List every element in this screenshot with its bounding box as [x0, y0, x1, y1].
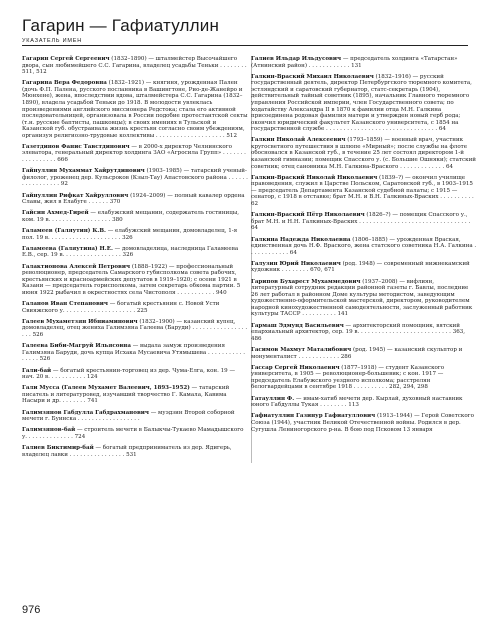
index-entry: [22, 445, 248, 458]
entry-text: — имам-хатиб мечети дер. Кырлай, духовный наставник юного Габдуллы Тукая . . . . . . . . 113: [251, 395, 463, 409]
index-entry: [251, 347, 477, 360]
entry-text: — в 2000-х директор Челнинского элеватора, генеральный директор холдинга ЗАО «Агросила Групп» . . . . . . . . . . . . . . . . . 666: [22, 143, 246, 164]
entry-text: — елабужский мещанин, домовладелец, 1-я пол. 19 в. . . . . . . . . . . . . . . . . . . . . 326: [22, 228, 238, 241]
page-number: 976: [22, 604, 41, 616]
entry-name: Галкина Надежда Николаевна: [251, 236, 351, 243]
entry-text: (1903–1985) — татарский ученый-филолог, уроженец дер. Кульсроков (Кзыл-Тау) Апастовского района . . . . . . . . . . . . . . . . . 92: [22, 168, 248, 188]
entry-name: Галимзянов Габдулла Габдрахманович: [22, 409, 149, 416]
entry-text: — строитель мечети в Балыкчы-Тукаево Мамадышского у. . . . . . . . . . . . . . 724: [22, 427, 244, 441]
entry-name: Гали Мусса (Галеев Мухамет Валеевич, 1893–1952): [22, 385, 190, 392]
index-entry: [22, 264, 248, 297]
index-entry: [251, 365, 477, 391]
entry-text: (1793–1859) — военный врач, участник кругосветного путешествия в шлюпе «Мирный»; после службы на флоте обосновался в Казанской губ., в течение 25 лет состоял директором 1-й казанской гимназии; помещик Спасского у. (с. Большие Ошняки); статский советник; отец сановника М.Н. Галкина-Враского . . . . . . . . . . . . . 64: [251, 137, 476, 170]
entry-text: (1826–?) — помещик Спасского у., брат М.Н. и Н.Н. Галкиных-Враских . . . . . . . . . . . . . . . . . . . . . . . . . . . . . . . . 64: [251, 212, 471, 232]
index-entry: [22, 343, 248, 363]
entry-text: (род. 1945) — казанский скульптор и монументалист . . . . . . . . . . . . 286: [251, 346, 463, 360]
entry-text: (род. 1948) — современный нижнекамский художник . . . . . . . . 670, 671: [251, 260, 470, 274]
entry-name: Гатауллин Ф.: [251, 395, 295, 402]
entry-name: Гасимов Махмут Маталибович: [251, 346, 352, 353]
entry-name: Галкин-Враский Михаил Николаевич: [251, 73, 374, 80]
entry-text: (1832–1916) — русский государственный деятель, директор Петербургского тюремного комитета, эстляндский и саратовский губернатор, статс-секретарь (1904), действительный тайный советник (1895), начальник Главного тюремного управления Российской империи, член Государственного совета; по ходатайству Александра II в 1870 к фамилии отца М.Н. Галкина присоединена родовая фамилия матери и утвержден новый герб рода; окончил юридический факультет Казанского университета, с 1854 на государственной службе . . . . . . . . . . . . . . . . . . . . . . . . . . . . . . . . 64: [251, 73, 472, 133]
index-entry: [22, 427, 248, 440]
entry-text: (1832–1900) — казанский купец, домовладелец, отец жениха Галимзяна Галеева (Баруди) . . . . . . . . . . . . . . . . . . . 526: [22, 318, 248, 339]
index-entry: [22, 168, 248, 188]
entry-name: Гарипов Бухарест Мухаммедович: [251, 278, 361, 285]
entry-name: Гассар Сергей Николаевич: [251, 364, 340, 371]
index-entry: [22, 319, 248, 339]
entry-name: Гайнуллин Рифкат Хайруллович: [22, 192, 129, 199]
index-entry: [251, 237, 477, 257]
entry-text: (1806–1885) — урожденная Враская, единственная дочь Н.Ф. Враского, жена статского советника Н.А. Галкина . . . . . . . . . . . . 64: [251, 236, 477, 256]
entry-text: (1832–1890) — шталмейстер Высочайшего двора, сын любимейшего С.С. Гагарина, владелец усадьбы Теньки . . . . . . . . 511, 512: [22, 56, 247, 76]
entry-name: Галиев Ильдар Ильдусович: [251, 56, 342, 62]
entry-name: Галимзянов-бай: [22, 427, 76, 434]
index-entry: [22, 228, 248, 241]
index-entry: [251, 74, 477, 133]
entry-name: Гагарин Сергей Сергеевич: [22, 56, 110, 62]
index-entry: [251, 413, 477, 433]
entry-text: — богатый крестьянин с. Новой Усти Свияжского у. . . . . . . . . . . . . . . . . . . . . 225: [22, 301, 220, 314]
entry-name: Газетдинов Фанис Тавстдинович: [22, 143, 130, 150]
entry-name: Гайсин Ахмед-Гирей: [22, 210, 89, 217]
index-entry: [251, 396, 477, 409]
entry-name: Гафиатуллин Газинур Гафиатуллович: [251, 413, 376, 420]
entry-text: — татарский писатель и литературовед, изучавший творчество Г. Камала, Кавима Насыри и др. . . . . . . . 741: [22, 385, 230, 405]
entry-text: (1937–2008) — вифлиян, литературный сотрудник редакции районной газеты г. Бавлы, последние 26 лет работал в районном Доме культуры методистом, заведующим художественно-оформительской мастерской, директором, руководителем народной кинохудожественной самодеятельности, заслуженный работник культуры ТАССР . . . . . . . . . . 141: [251, 278, 473, 318]
index-entry: [22, 56, 248, 76]
entry-name: Галкин-Враский Николай Николаевич: [251, 174, 378, 181]
entry-text: — домовладелица, наследница Галамеева Е.В., сер. 19 в. . . . . . . . . . . . . . . . . 326: [22, 245, 239, 259]
entry-name: Галкин Николай Алексеевич: [251, 137, 346, 144]
index-entry: [22, 301, 248, 314]
running-header: [22, 16, 468, 46]
entry-text: (1924–2009) — полный кавалер ордена Славы, жил в Елабуге . . . . . . 370: [22, 192, 245, 206]
header-rule: [22, 45, 468, 46]
entry-name: Гармаш Эдмунд Васильевич: [251, 322, 344, 329]
index-entry: [251, 261, 477, 274]
index-entry: [22, 80, 248, 139]
entry-text: — муэдзин Второй соборной мечети г. Буинска . . . . . . . . . . . . . . . . . .: [22, 409, 235, 423]
entry-text: — архитекторский помощник, вятский епархиальный архитектор, сер. 19 в. . . . . . . . . . . . . . . . . . . . . . . . . . . 363, 486: [251, 322, 466, 342]
entry-name: Галеев Мухаметзян Ибниаминович: [22, 318, 138, 325]
entry-name: Галактионова Алексей Петрович: [22, 263, 131, 270]
entry-text: — богатый предприниматель из дер. Ядигерь, владелец лавки . . . . . . . . . . . . . . . . 531: [22, 445, 232, 458]
entry-text: — богатый крестьянин-торговец из дер. Чума-Елга, кон. 19 — нач. 20 в. . . . . . . . . . . 124: [22, 367, 235, 381]
index-entry: [251, 279, 477, 318]
entry-name: Галузин Юрий Николаевич: [251, 260, 341, 267]
index-entry: [251, 175, 477, 208]
entry-name: Галамеев (Галяутин) К.В.: [22, 228, 106, 235]
index-entry: [22, 246, 248, 259]
section-label: УКАЗАТЕЛЬ ИМЕН: [22, 38, 83, 44]
index-entry: [22, 210, 248, 223]
entry-text: — выдала замуж произведения Галимзяна Баруди, дочь купца Исхака Мусаевича Утямышева . . . . . . . . . . . . . . . . 526: [22, 343, 245, 363]
entry-text: (1913–1944) — Герой Советского Союза (1944), участник Великой Отечественной войны. Родился в дер. Сугушла Лениногорского р-на. В бою под Псковом 13 января: [251, 413, 474, 433]
entry-text: (1877–1918) — студент Казанского университета, в 1905 — революционер-большевик; с кон. 1917 — председатель Елабужского уездного исполкома; расстрелян белогвардейцами в сентябре 1918 . . . . . . . . . . 282, 294, 298: [251, 364, 445, 391]
index-entry: [251, 137, 477, 170]
page-title: Гагарин — Гафиатуллин: [22, 16, 220, 35]
index-entry: [22, 193, 248, 206]
index-entry: [22, 368, 248, 381]
entry-name: Галанов Иван Степанович: [22, 301, 108, 308]
entry-name: Гагарина Вера Федоровна: [22, 80, 107, 87]
left-column: [22, 56, 252, 463]
entry-name: Галеева Биби-Магруй Ильясовна: [22, 343, 131, 350]
entry-text: (1888–1922) — профессиональный революционер, председатель Самарского губисполкома совета рабочих, крестьянских и красноармейских депутатов в 1919–1920; с осени 1921 в Казани — председатель горисполкома, затем секретарь обкома партии. 5 июня 1922 рыбачил в окрестностях села Чистополя . . . . . . . . . . . 940: [22, 263, 241, 296]
index-entry: [251, 212, 477, 232]
entry-name: Галкин-Враский Пётр Николаевич: [251, 212, 365, 219]
index-entry: [22, 385, 248, 405]
entry-text: (1832–1921) — княгиня, урожденная Пален (дочь Ф.П. Палена, русского посланника в Вашингтоне, Рио-де-Жанейро и Мюнхене), жена, впоследствии вдова, шталмейстера С.С. Гагарина (1832–1890), владела усадьбой Теньки до 1918. В молодости увлеклась произведениями английского миссионера Редстока; стала его активной последовательницей, организовала в России подобие протестантской секты (т.н. русские баптисты, пашковцы); в своих имениях в Тульской и Казанской губ. обустраивала жизнь крестьян согласно своим убеждениям, организуя религиозно-трудовые коллективы . . . . . . . . . . . . . . . . . . . . 512: [22, 80, 248, 139]
right-column: [251, 56, 477, 438]
entry-name: Галамеева (Галяутина) Н.Е.: [22, 245, 113, 252]
index-entry: [251, 56, 477, 69]
entry-text: — председатель холдинга «Татарстан» (Атнинский район) . . . . . . . . . . . . 131: [251, 56, 458, 69]
index-entry: [22, 410, 248, 423]
entry-text: (1839–?) — окончил училище правоведения, служил в Царстве Польском, Саратовской губ., в 1903–1915 — председатель Департамента Казанской судебной палаты; с 1915 — сенатор, с 1918 в отставке; брат М.Н. и В.Н. Галкиных-Враских . . . . . . . . . . 62: [251, 174, 474, 207]
entry-name: Гали-бай: [22, 367, 52, 374]
entry-name: Гайнуллин Мухаммат Хайрутдинович: [22, 168, 145, 175]
entry-text: — елабужский мещанин, содержатель гостиницы, ком. 19 в. . . . . . . . . . . . . . . . . . 380: [22, 210, 239, 223]
entry-name: Галиев Биктимир-бай: [22, 445, 94, 452]
index-entry: [251, 323, 477, 343]
index-entry: [22, 144, 248, 164]
